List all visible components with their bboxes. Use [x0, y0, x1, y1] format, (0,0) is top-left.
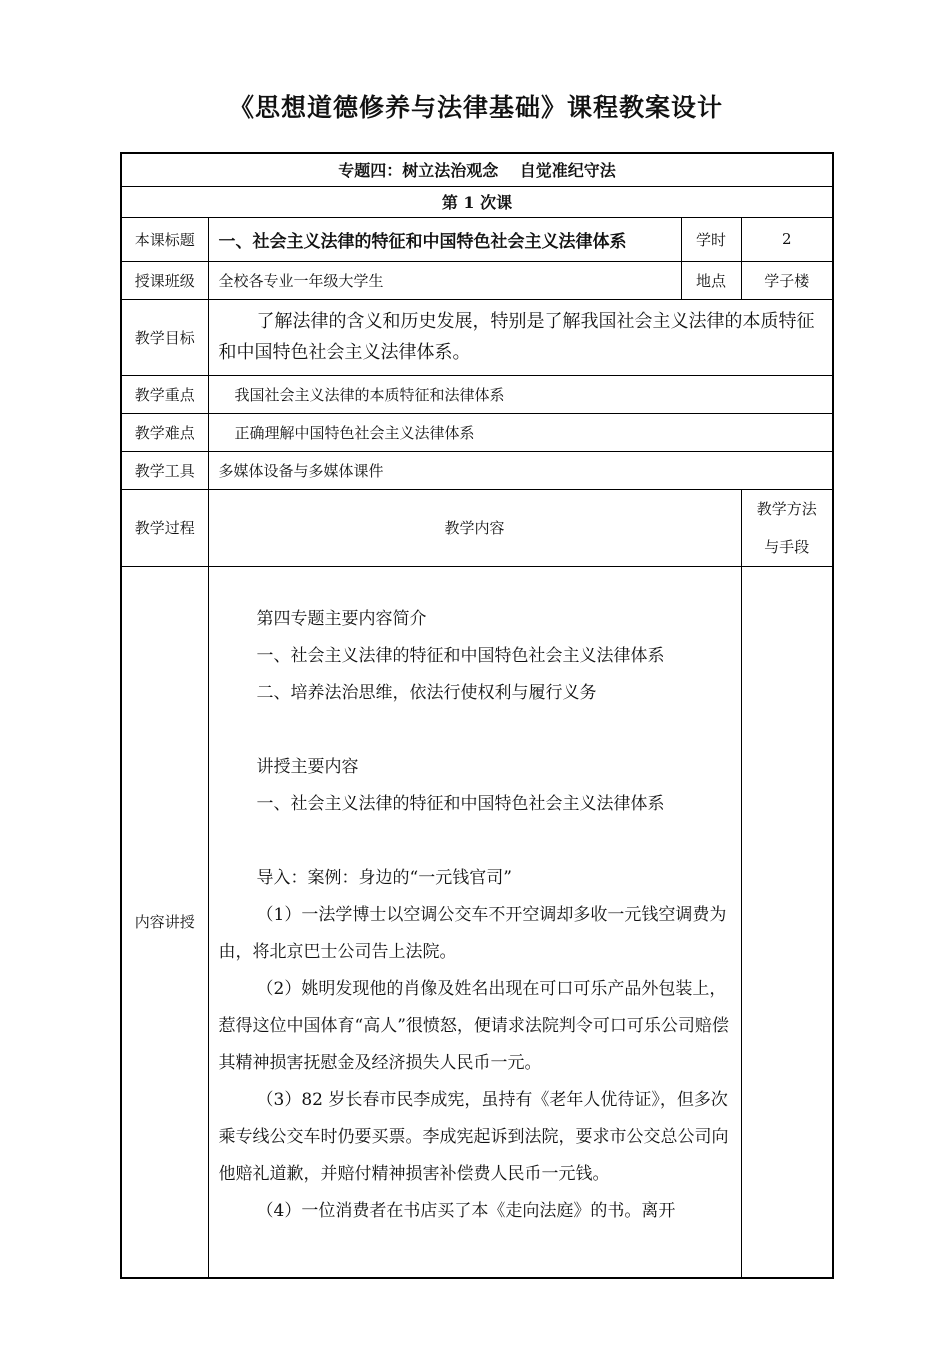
document-title: 《思想道德修养与法律基础》课程教案设计 [228, 93, 723, 122]
goal-value: 了解法律的含义和历史发展，特别是了解我国社会主义法律的本质特征和中国特色社会主义法律体系。 [208, 299, 833, 375]
content-main-heading: 讲授主要内容 [256, 756, 359, 777]
tools-label: 教学工具 [121, 451, 208, 489]
case-2: （2）姚明发现他的肖像及姓名出现在可口可乐产品外包装上，惹得这位中国体育“高人”很愤怒，便请求法院判令可口可乐公司赔偿其精神损害抚慰金及经济损失人民币一元。 [218, 978, 729, 1073]
content-intro-item-2: 二、培养法治思维，依法行使权利与履行义务 [256, 682, 597, 703]
case-3: （3）82 岁长春市民李成宪，虽持有《老年人优待证》，但多次乘专线公交车时仍要买票。李成宪起诉到法院，要求市公交总公司向他赔礼道歉，并赔付精神损害补偿费人民币一元钱。 [218, 1089, 729, 1184]
content-main-item-1: 一、社会主义法律的特征和中国特色社会主义法律体系 [256, 793, 665, 814]
difficulty-label: 教学难点 [121, 413, 208, 451]
tools-value: 多媒体设备与多媒体课件 [208, 451, 833, 489]
method-header-line1: 教学方法 [756, 499, 817, 518]
key-point-value: 我国社会主义法律的本质特征和法律体系 [208, 375, 833, 413]
hours-value: 2 [741, 217, 833, 261]
hours-label: 学时 [681, 217, 741, 261]
goal-label: 教学目标 [121, 299, 208, 375]
case-4: （4）一位消费者在书店买了本《走向法庭》的书。离开 [256, 1200, 676, 1221]
lesson-plan-table [120, 152, 834, 1279]
lesson-number: 第 1 次课 [121, 186, 833, 217]
course-title-label: 本课标题 [121, 217, 208, 261]
topic-heading: 专题四：树立法治观念 自觉准纪守法 [121, 153, 833, 186]
lecture-label: 内容讲授 [121, 566, 208, 1278]
key-point-label: 教学重点 [121, 375, 208, 413]
process-label: 教学过程 [121, 489, 208, 566]
class-value: 全校各专业一年级大学生 [208, 261, 681, 299]
content-intro-heading: 第四专题主要内容简介 [256, 608, 427, 629]
method-cell [741, 566, 833, 1278]
difficulty-value: 正确理解中国特色社会主义法律体系 [208, 413, 833, 451]
lecture-content [208, 566, 741, 1278]
content-intro-item-1: 一、社会主义法律的特征和中国特色社会主义法律体系 [256, 645, 665, 666]
content-header: 教学内容 [208, 489, 741, 566]
case-intro: 导入：案例：身边的“一元钱官司” [256, 867, 512, 888]
method-header [741, 489, 833, 566]
case-1: （1）一法学博士以空调公交车不开空调却多收一元钱空调费为由，将北京巴士公司告上法院。 [218, 904, 727, 962]
place-label: 地点 [681, 261, 741, 299]
place-value: 学子楼 [741, 261, 833, 299]
class-label: 授课班级 [121, 261, 208, 299]
course-title-value: 一、社会主义法律的特征和中国特色社会主义法律体系 [208, 217, 681, 261]
method-header-line2: 与手段 [764, 537, 810, 556]
